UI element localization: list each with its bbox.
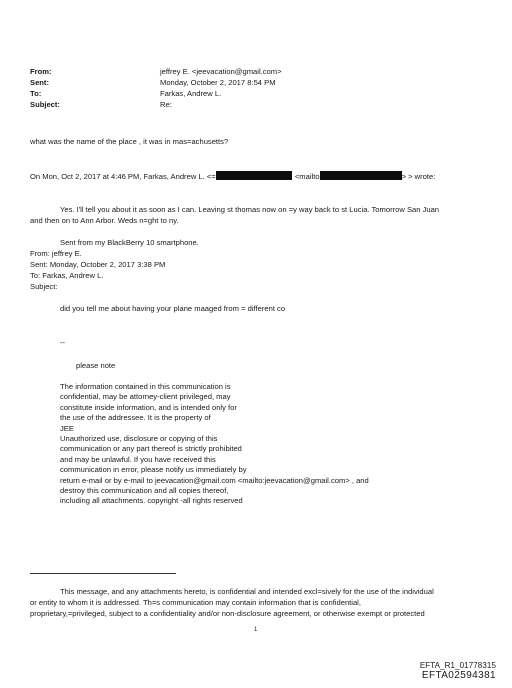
notice-line: JEE [60,423,74,433]
attribution-suffix: > > wrote: [401,172,436,181]
sent-label: Sent: [30,78,49,87]
efta-reference-small: EFTA_R1_01778315 [419,661,496,670]
page-number: 1 [254,627,258,633]
from-value: jeffrey E. <jeevacation@gmail.com> [160,67,282,76]
footer-divider [30,573,176,574]
disclaimer-line: proprietary,=privileged, subject to a confidentiality and/or non-disclosure agreement, or otherwise exempt or protected [30,609,425,618]
sent-value: Monday, October 2, 2017 8:54 PM [160,78,276,87]
reply-line-2: and then on to Ann Arbor. Weds n=ght to ny. [30,216,179,225]
notice-line: confidential, may be attorney-client privileged, may [60,392,231,402]
notice-line: and may be unlawful. If you have received this [60,454,216,464]
redaction-box [320,171,402,180]
sent-from-line: Sent from my BlackBerry 10 smartphone. [60,238,199,247]
disclaimer-line: or entity to whom it is addressed. Th=s communication may contain information that is confidential, [30,598,361,607]
quoted-body: did you tell me about having your plane maaged from = different co [60,304,286,313]
redaction-box [216,171,292,180]
subject-label: Subject: [30,100,60,109]
notice-line: constitute inside information, and is intended only for [60,402,237,412]
attribution-line [30,171,435,182]
disclaimer-line: This message, and any attachments hereto, is confidential and intended excl=sively for the use of the individual [60,587,434,596]
notice-line: return e-mail or by e-mail to jeevacation@gmail.com <mailto:jeevacation@gmail.com> , and [60,475,369,485]
attribution-prefix: On Mon, Oct 2, 2017 at 4:46 PM, Farkas, Andrew L. <= [30,172,216,181]
attribution-mailto: <mailto [294,172,320,181]
from-label: From: [30,67,52,76]
notice-line: communication in error, please notify us immediately by [60,465,247,475]
quoted-to: To: Farkas, Andrew L. [30,271,104,280]
notice-line: communication or any part thereof is strictly prohibited [60,444,242,454]
notice-line: the use of the addressee. It is the property of [60,413,211,423]
signature-dashes: -- [60,338,66,347]
to-value: Farkas, Andrew L. [160,89,222,98]
notice-line: destroy this communication and all copies thereof, [60,485,229,495]
confidentiality-notice [60,382,369,507]
notice-line: including all attachments. copyright -all rights reserved [60,496,243,506]
subject-value: Re: [160,100,172,109]
reply-line-1: Yes. I'll tell you about it as soon as I can. Leaving st thomas now on =y way back to st Lucia. Tomorrow San Juan [60,205,440,214]
efta-reference-large: EFTA02594381 [421,670,496,681]
quoted-sent: Sent: Monday, October 2, 2017 3:38 PM [30,260,166,269]
notice-line: The information contained in this communication is [60,382,231,391]
question-text: what was the name of the place , it was in mas=achusetts? [30,137,229,146]
quoted-subject: Subject: [30,282,58,291]
please-note: please note [76,361,116,370]
to-label: To: [30,89,42,98]
quoted-from: From: jeffrey E. [30,249,82,258]
notice-line: Unauthorized use, disclosure or copying of this [60,433,218,443]
